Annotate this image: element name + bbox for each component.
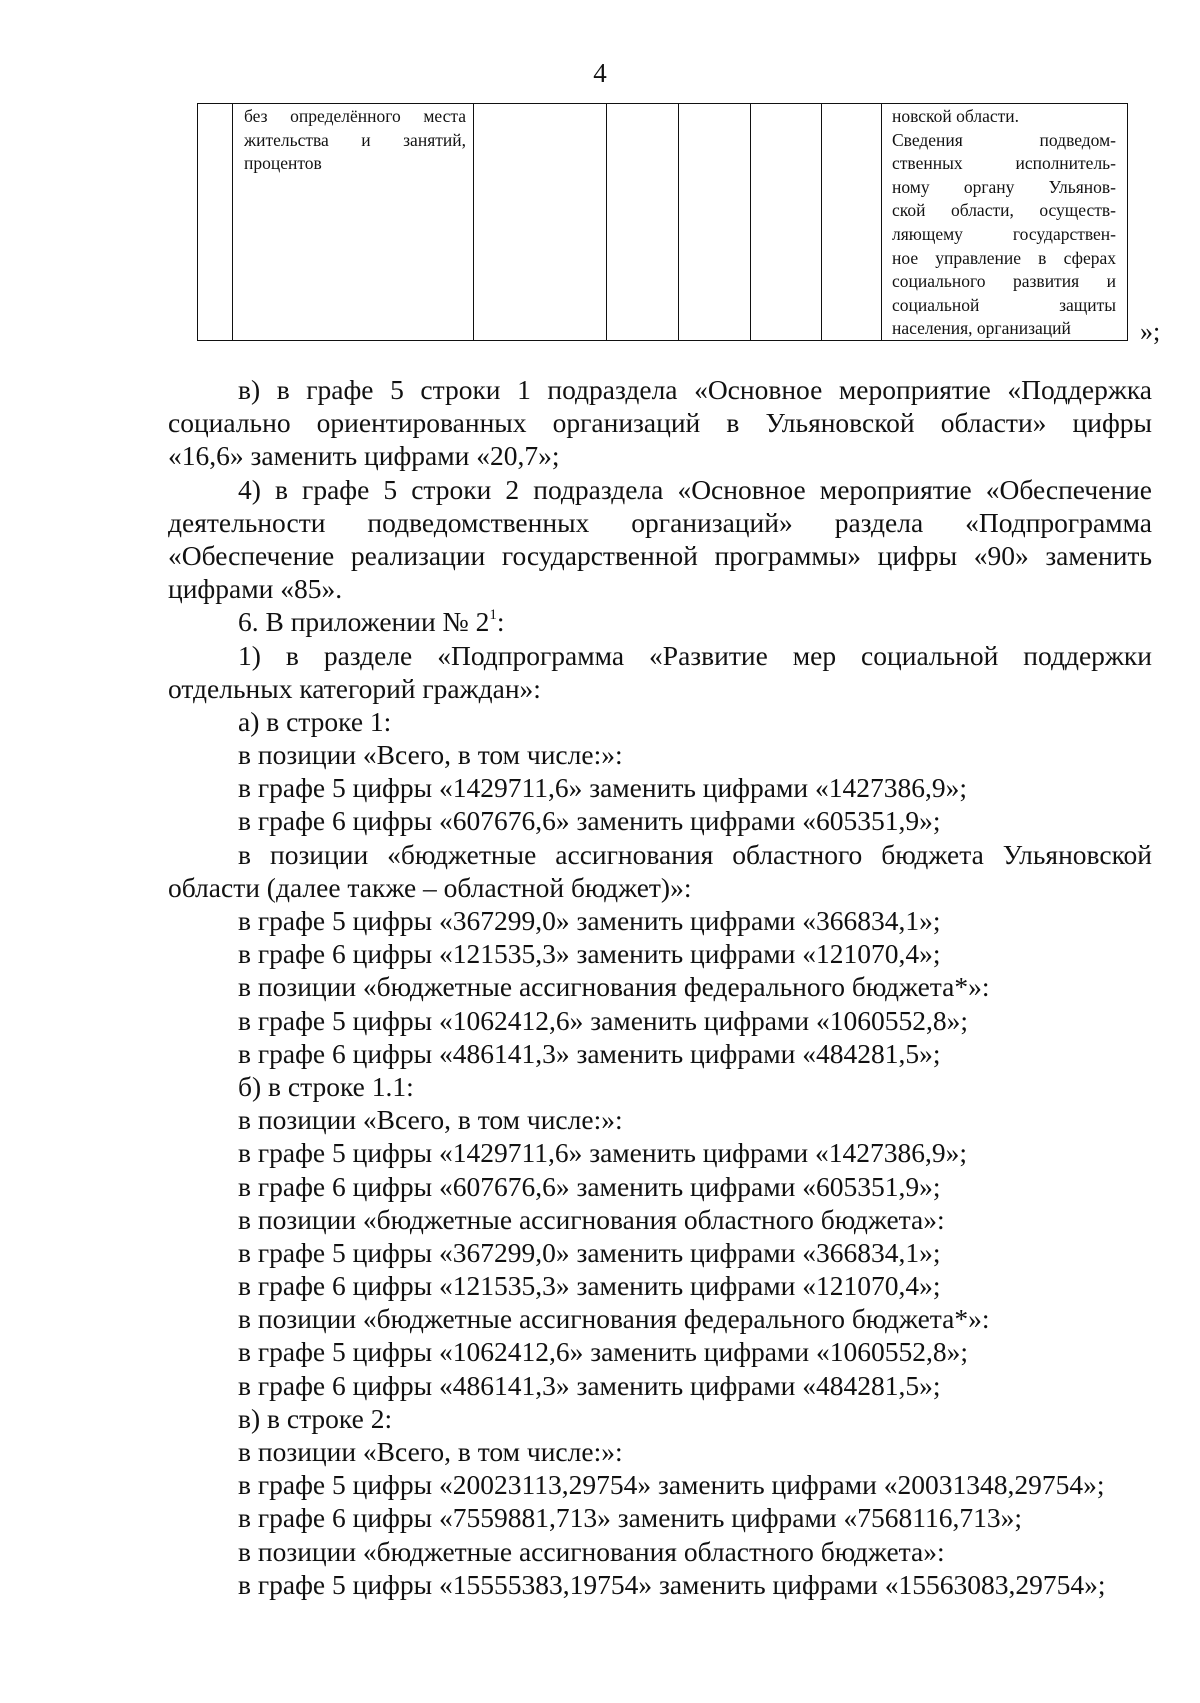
text-line: деятельности подведомственных организаций» раздела «Подпрограмма xyxy=(168,506,1152,538)
table-cell-indicator xyxy=(244,105,466,176)
text-line: в графе 6 цифры «7559881,713» заменить цифрами «7568116,713»; xyxy=(238,1502,1022,1534)
text-line: в позиции «бюджетные ассигнования областного бюджета Ульяновской xyxy=(238,838,1152,870)
text-line: 1) в разделе «Подпрограмма «Развитие мер социальной поддержки xyxy=(238,639,1152,671)
text-line: в графе 5 цифры «367299,0» заменить цифрами «366834,1»; xyxy=(238,905,941,936)
subitem-title: а) в строке 1: xyxy=(238,705,392,737)
text-line: в графе 6 цифры «486141,3» заменить цифрами «484281,5»; xyxy=(238,1037,941,1069)
text-line: «Обеспечение реализации государственной программы» цифры «90» заменить xyxy=(168,539,1152,571)
cell-line: ное управление в сферах xyxy=(892,247,1116,268)
text-line: в позиции «бюджетные ассигнования федерального бюджета*»: xyxy=(238,971,990,1003)
text-line: цифрами «85». xyxy=(168,573,343,605)
text-line: в графе 5 цифры «1062412,6» заменить цифрами «1060552,8»; xyxy=(238,1336,968,1368)
text-line: в графе 6 цифры «607676,6» заменить цифрами «605351,9»; xyxy=(238,805,941,837)
text-line: в позиции «бюджетные ассигнования федерального бюджета*»: xyxy=(238,1303,990,1335)
text-line: социально ориентированных организаций в Ульяновской области» цифры xyxy=(168,407,1152,439)
text-line: в позиции «Всего, в том числе:»: xyxy=(238,1104,623,1136)
superscript: 1 xyxy=(489,607,497,624)
heading-text: 6. В приложении № 2 xyxy=(238,606,490,638)
text-line: в графе 6 цифры «486141,3» заменить цифрами «484281,5»; xyxy=(238,1369,941,1401)
cell-line: ляющему государствен- xyxy=(892,223,1116,244)
section-heading xyxy=(168,605,1152,638)
cell-line: процентов xyxy=(244,153,322,174)
table-column-divider xyxy=(821,104,822,340)
table-column-divider xyxy=(232,104,233,340)
text-line: в графе 5 цифры «1429711,6» заменить цифрами «1427386,9»; xyxy=(238,772,967,804)
table-column-divider xyxy=(678,104,679,340)
text-line: в графе 5 цифры «15555383,19754» заменить цифрами «15563083,29754»; xyxy=(238,1568,1106,1600)
table-fragment xyxy=(197,103,1128,341)
table-column-divider xyxy=(473,104,474,340)
text-line: в графе 6 цифры «121535,3» заменить цифрами «121070,4»; xyxy=(238,1270,941,1302)
table-cell-source xyxy=(892,105,1116,341)
cell-line: социальной защиты xyxy=(892,294,1116,315)
text-line: в позиции «бюджетные ассигнования областного бюджета»: xyxy=(238,1203,945,1235)
document-body xyxy=(168,373,1152,1601)
cell-line: новской области. xyxy=(892,106,1020,126)
text-line: в графе 5 цифры «1429711,6» заменить цифрами «1427386,9»; xyxy=(238,1137,967,1169)
cell-line: ственных исполнитель- xyxy=(892,153,1116,174)
page-number: 4 xyxy=(593,58,607,88)
cell-line: без определённого места xyxy=(244,106,466,126)
subitem-title: в) в строке 2: xyxy=(238,1402,393,1434)
table-column-divider xyxy=(750,104,751,340)
text-line: в позиции «бюджетные ассигнования областного бюджета»: xyxy=(238,1535,945,1567)
text-line: области (далее также – областной бюджет)»: xyxy=(168,871,692,903)
text-line: в графе 5 цифры «367299,0» заменить цифрами «366834,1»; xyxy=(238,1236,941,1268)
cell-line: жительства и занятий, xyxy=(244,129,466,150)
subitem-title: б) в строке 1.1: xyxy=(238,1070,414,1102)
text-line: 4) в графе 5 строки 2 подраздела «Основное мероприятие «Обеспечение xyxy=(238,473,1152,505)
text-line: в графе 6 цифры «607676,6» заменить цифрами «605351,9»; xyxy=(238,1170,941,1202)
text-line: в графе 6 цифры «121535,3» заменить цифрами «121070,4»; xyxy=(238,938,941,970)
text-line: в позиции «Всего, в том числе:»: xyxy=(238,739,623,771)
text-line: в графе 5 цифры «20023113,29754» заменить цифрами «20031348,29754»; xyxy=(238,1469,1105,1501)
table-closing-mark: »; xyxy=(1140,317,1161,346)
cell-line: социального развития и xyxy=(892,271,1116,292)
text-line: в позиции «Всего, в том числе:»: xyxy=(238,1436,623,1467)
cell-line: ской области, осуществ- xyxy=(892,200,1116,221)
text-line: в графе 5 цифры «1062412,6» заменить цифрами «1060552,8»; xyxy=(238,1004,968,1036)
cell-line: Сведения подведом- xyxy=(892,129,1116,150)
text-line: отдельных категорий граждан»: xyxy=(168,672,541,704)
heading-tail: : xyxy=(496,606,505,638)
cell-line: населения, организаций xyxy=(892,318,1071,339)
table-column-divider xyxy=(881,104,882,340)
text-line: в) в графе 5 строки 1 подраздела «Основное мероприятие «Поддержка xyxy=(238,374,1152,405)
table-column-divider xyxy=(606,104,607,340)
text-line: «16,6» заменить цифрами «20,7»; xyxy=(168,440,560,472)
cell-line: ному органу Ульянов- xyxy=(892,176,1116,197)
